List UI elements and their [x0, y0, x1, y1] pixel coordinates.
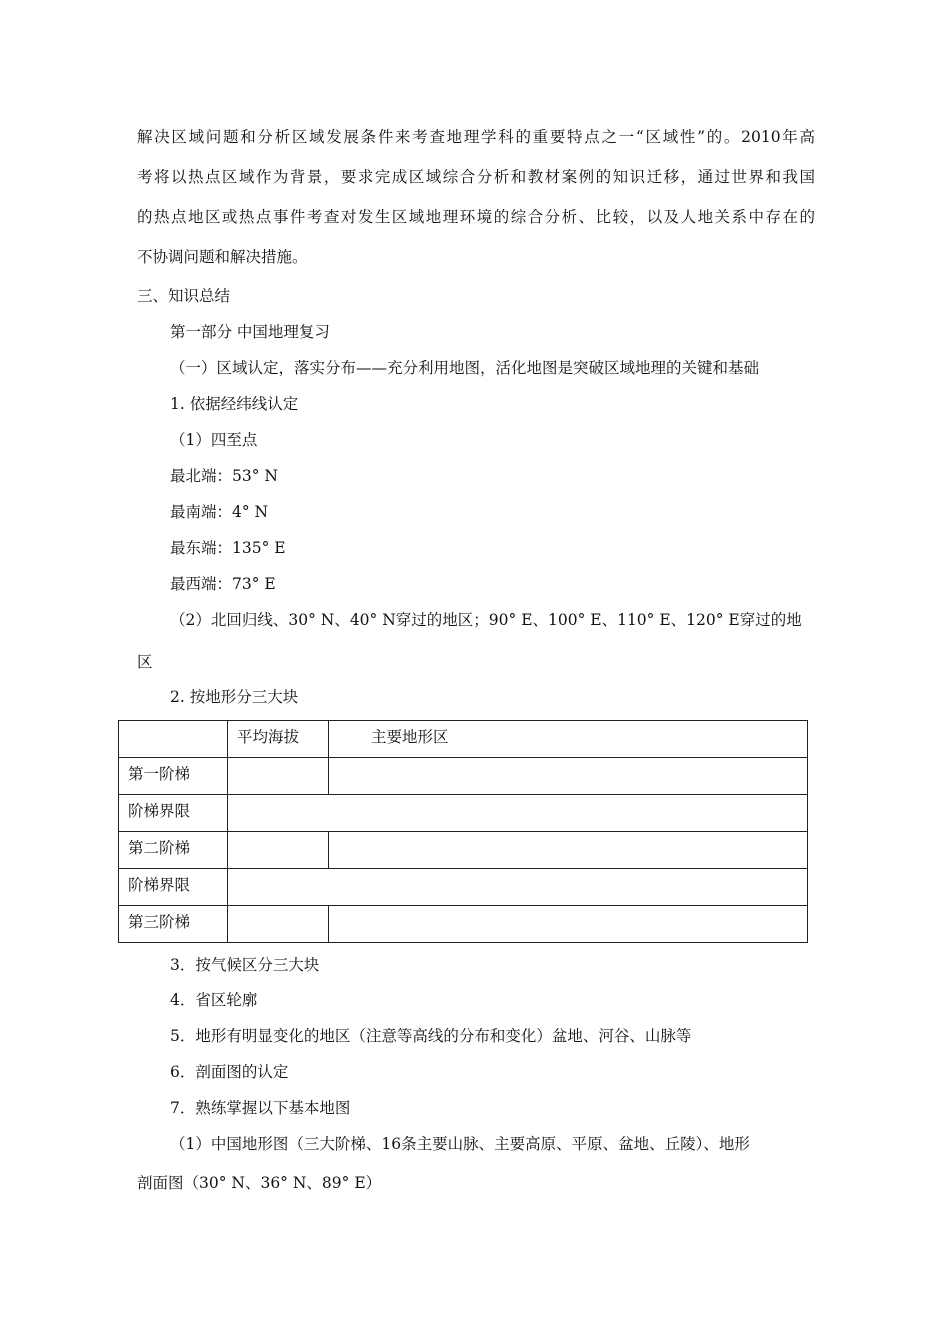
intro-line-4: 不协调问题和解决措施。: [137, 248, 308, 266]
table-cell: [228, 869, 808, 906]
table-header-cell: 平均海拔: [228, 721, 329, 758]
intro-line-1: 解决区域问题和分析区域发展条件来考查地理学科的重要特点之一“区域性”的。2010年高: [137, 128, 815, 146]
table-row: [119, 758, 808, 795]
table-header-cell: 主要地形区: [329, 721, 808, 758]
item-5: 5．地形有明显变化的地区（注意等高线的分布和变化）盆地、河谷、山脉等: [170, 1027, 692, 1045]
item-1-2-line-1: （2）北回归线、30° N、40° N穿过的地区；90° E、100° E、110° E、120° E穿过的地: [170, 611, 802, 629]
table-cell: [228, 832, 329, 869]
row-label: 第二阶梯: [119, 832, 228, 869]
row-label: 阶梯界限: [119, 795, 228, 832]
row-label: 第三阶梯: [119, 906, 228, 943]
part-heading: 第一部分 中国地理复习: [170, 323, 330, 341]
subheading: （一）区域认定，落实分布——充分利用地图，活化地图是突破区域地理的关键和基础: [170, 359, 760, 377]
table-header-row: [119, 721, 808, 758]
table-row: [119, 832, 808, 869]
table-cell: [228, 758, 329, 795]
table-row: [119, 869, 808, 906]
map-1-line-2: 剖面图（30° N、36° N、89° E）: [137, 1174, 382, 1192]
item-1-1: （1）四至点: [170, 431, 258, 449]
table-cell: [329, 906, 808, 943]
item-1: 1. 依据经纬线认定: [170, 395, 299, 413]
section-heading: 三、知识总结: [137, 287, 231, 305]
row-label: 阶梯界限: [119, 869, 228, 906]
item-1-2-line-2: 区: [137, 653, 153, 671]
map-1-line-1: （1）中国地形图（三大阶梯、16条主要山脉、主要高原、平原、盆地、丘陵）、地形: [170, 1135, 750, 1153]
table-row: [119, 906, 808, 943]
point-south: 最南端：4° N: [170, 503, 269, 521]
row-label: 第一阶梯: [119, 758, 228, 795]
point-west: 最西端：73° E: [170, 575, 276, 593]
item-7: 7．熟练掌握以下基本地图: [170, 1099, 351, 1117]
point-north: 最北端：53° N: [170, 467, 278, 485]
table-cell: [329, 832, 808, 869]
table-row: [119, 795, 808, 832]
table-cell: [329, 758, 808, 795]
table-header-cell: [119, 721, 228, 758]
terrain-steps-table: [118, 720, 808, 943]
intro-line-3: 的热点地区或热点事件考查对发生区域地理环境的综合分析、比较，以及人地关系中存在的: [137, 208, 815, 226]
item-6: 6．剖面图的认定: [170, 1063, 289, 1081]
table-cell: [228, 906, 329, 943]
item-2: 2. 按地形分三大块: [170, 688, 299, 706]
item-3: 3．按气候区分三大块: [170, 956, 320, 974]
item-4: 4．省区轮廓: [170, 991, 258, 1009]
table-cell: [228, 795, 808, 832]
point-east: 最东端：135° E: [170, 539, 286, 557]
intro-line-2: 考将以热点区域作为背景，要求完成区域综合分析和教材案例的知识迁移，通过世界和我国: [137, 168, 815, 186]
